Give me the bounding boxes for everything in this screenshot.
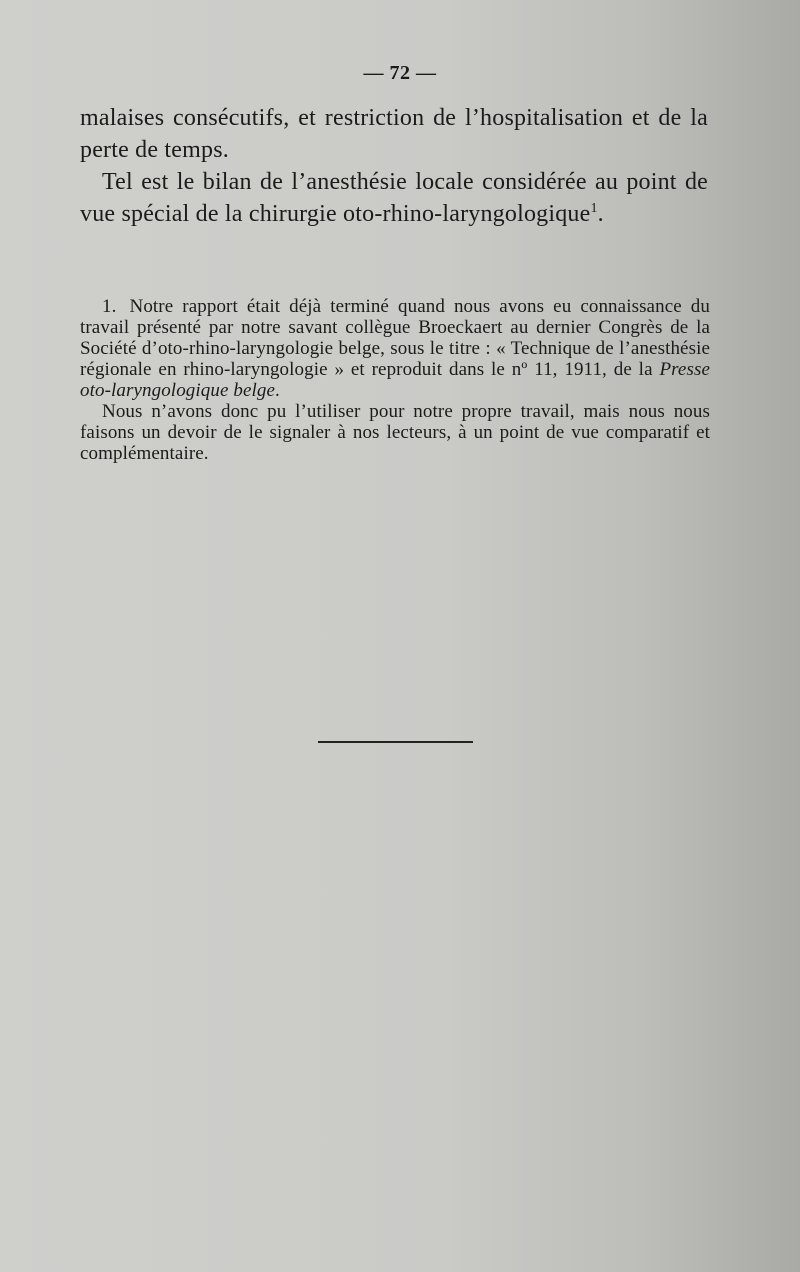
footnote-paragraph-1 [80,296,710,401]
section-divider [318,741,473,743]
footnote-reference: 1 [590,201,598,216]
footnote-paragraph-2: Nous n’avons donc pu l’utiliser pour notre propre travail, mais nous nous faisons un devoir de le signaler à nos lecteurs, à un point de vue comparatif et complémentaire. [80,401,710,464]
footnote-journal-title: Presse oto-laryngologique belge [80,359,710,401]
main-text [80,102,708,230]
main-paragraph-2-end: . [597,201,604,227]
page-number: — 72 — [363,62,437,84]
main-paragraph-2-text: Tel est le bilan de l’anesthésie locale considérée au point de vue spécial de la chirurgie oto-rhino-laryngologique [80,169,708,227]
footnote [80,296,710,464]
footnote-text: Notre rapport était déjà terminé quand nous avons eu connaissance du travail présenté par notre savant collègue Broeckaert au dernier Congrès de la Société d’oto-rhino-laryngologie belge, sous le titre : « Technique de l’anesthésie régionale en rhino-laryngologie » et reproduit dans le nº 11, 1911, de la [80,296,710,380]
main-paragraph-2 [80,166,708,230]
footnote-number: 1. [102,296,117,317]
main-paragraph-1: malaises consécutifs, et restriction de l’hospitalisation et de la perte de temps. [80,105,708,163]
footnote-end: . [275,380,280,401]
